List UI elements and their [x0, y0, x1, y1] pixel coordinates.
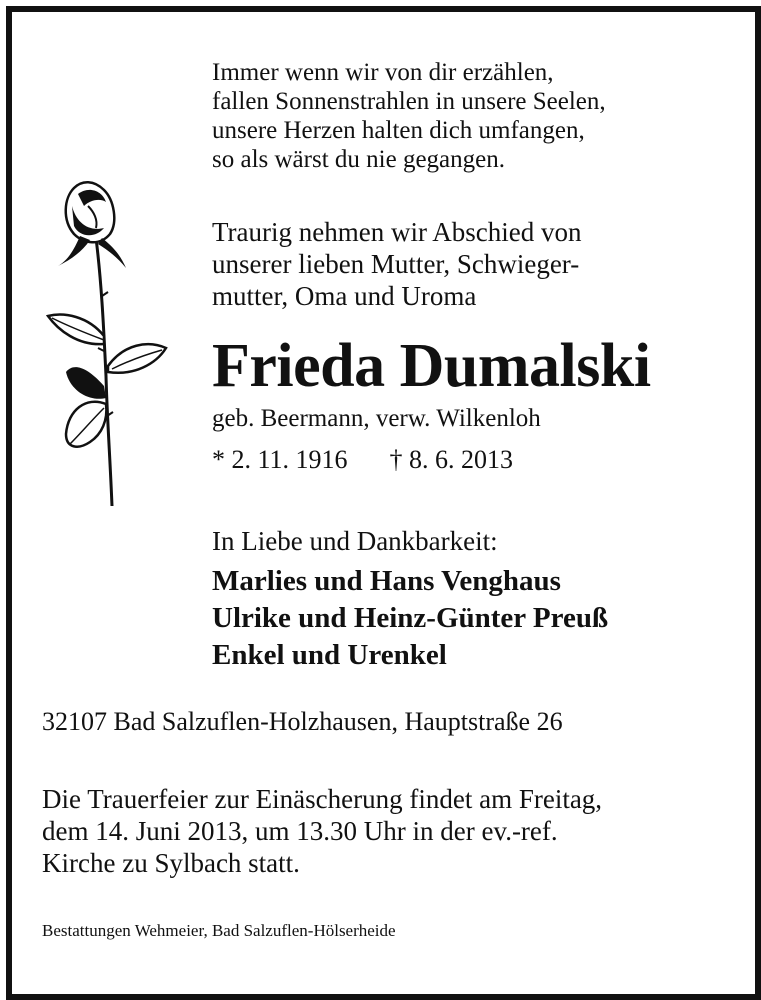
death-date: † 8. 6. 2013 [389, 445, 514, 474]
deceased-name: Frieda Dumalski [212, 332, 651, 400]
mourner-name: Enkel und Urenkel [212, 639, 447, 671]
mourner-name: Marlies und Hans Venghaus [212, 565, 561, 597]
mourner-name: Ulrike und Heinz-Günter Preuß [212, 602, 609, 634]
address: 32107 Bad Salzuflen-Holzhausen, Hauptstraße 26 [42, 707, 563, 736]
poem-line-2: fallen Sonnenstrahlen in unsere Seelen, [212, 88, 606, 115]
poem-line-4: so als wärst du nie gegangen. [212, 146, 505, 173]
maiden-names: geb. Beermann, verw. Wilkenloh [212, 405, 541, 432]
ceremony-line-3: Kirche zu Sylbach statt. [42, 848, 300, 878]
poem-line-1: Immer wenn wir von dir erzählen, [212, 59, 554, 86]
intro-line-2: unserer lieben Mutter, Schwieger- [212, 249, 580, 279]
funeral-home: Bestattungen Wehmeier, Bad Salzuflen-Hölserheide [42, 921, 396, 940]
intro-line-1: Traurig nehmen wir Abschied von [212, 217, 582, 247]
ceremony-line-1: Die Trauerfeier zur Einäscherung findet am Freitag, [42, 784, 603, 814]
life-dates [212, 444, 513, 476]
ceremony-line-2: dem 14. Juni 2013, um 13.30 Uhr in der ev.-ref. [42, 816, 558, 846]
mourners-heading: In Liebe und Dankbarkeit: [212, 526, 498, 556]
birth-date: * 2. 11. 1916 [212, 445, 348, 474]
poem-line-3: unsere Herzen halten dich umfangen, [212, 117, 585, 144]
rose-icon [44, 176, 170, 510]
intro-line-3: mutter, Oma und Uroma [212, 281, 477, 311]
